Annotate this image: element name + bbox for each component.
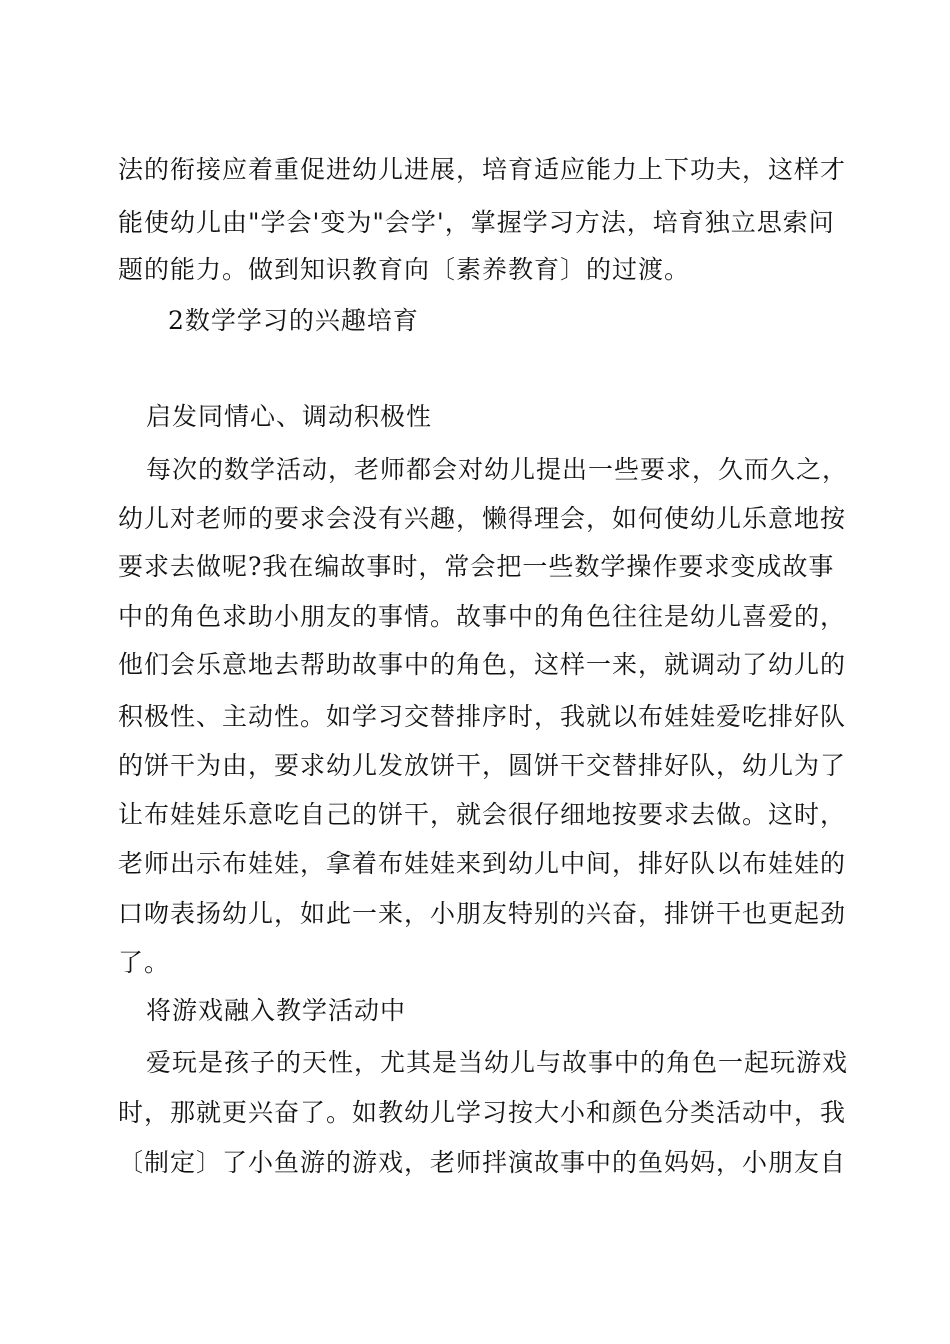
paragraph-line: 的饼干为由，要求幼儿发放饼干，圆饼干交替排好队，幼儿为了 <box>118 751 847 780</box>
paragraph-line: 老师出示布娃娃，拿着布娃娃来到幼儿中间，排好队以布娃娃的 <box>118 849 847 878</box>
paragraph-line: 法的衔接应着重促进幼儿进展，培育适应能力上下功夫，这样才 <box>118 155 847 184</box>
paragraph-line: 了。 <box>118 948 171 977</box>
paragraph-line: 爱玩是孩子的天性，尤其是当幼儿与故事中的角色一起玩游戏 <box>146 1048 849 1077</box>
paragraph-line: 时，那就更兴奋了。如教幼儿学习按大小和颜色分类活动中，我 <box>118 1098 847 1127</box>
paragraph-line: 让布娃娃乐意吃自己的饼干，就会很仔细地按要求去做。这时， <box>118 800 847 829</box>
paragraph-line: 能使幼儿由"学会'变为"会学'，掌握学习方法，培育独立思索问 <box>118 208 835 237</box>
section-heading: 2数学学习的兴趣培育 <box>168 306 419 335</box>
paragraph-line: 积极性、主动性。如学习交替排序时，我就以布娃娃爱吃排好队 <box>118 702 847 731</box>
paragraph-line: 每次的数学活动，老师都会对幼儿提出一些要求，久而久之， <box>146 455 849 484</box>
paragraph-line: 幼儿对老师的要求会没有兴趣，懒得理会，如何使幼儿乐意地按 <box>118 504 847 533</box>
paragraph-line: 中的角色求助小朋友的事情。故事中的角色往往是幼儿喜爱的， <box>118 602 847 631</box>
paragraph-line: 要求去做呢?我在编故事时，常会把一些数学操作要求变成故事 <box>118 552 835 581</box>
subsection-heading: 启发同情心、调动积极性 <box>146 402 433 431</box>
paragraph-line: 他们会乐意地去帮助故事中的角色，这样一来，就调动了幼儿的 <box>118 650 847 679</box>
paragraph-line: 题的能力。做到知识教育向〔素养教育〕的过渡。 <box>118 255 691 284</box>
paragraph-line: 口吻表扬幼儿，如此一来，小朋友特别的兴奋，排饼干也更起劲 <box>118 899 847 928</box>
paragraph-line: 〔制定〕了小鱼游的游戏，老师拌演故事中的鱼妈妈，小朋友自 <box>118 1148 847 1177</box>
subsection-heading: 将游戏融入教学活动中 <box>146 996 407 1025</box>
